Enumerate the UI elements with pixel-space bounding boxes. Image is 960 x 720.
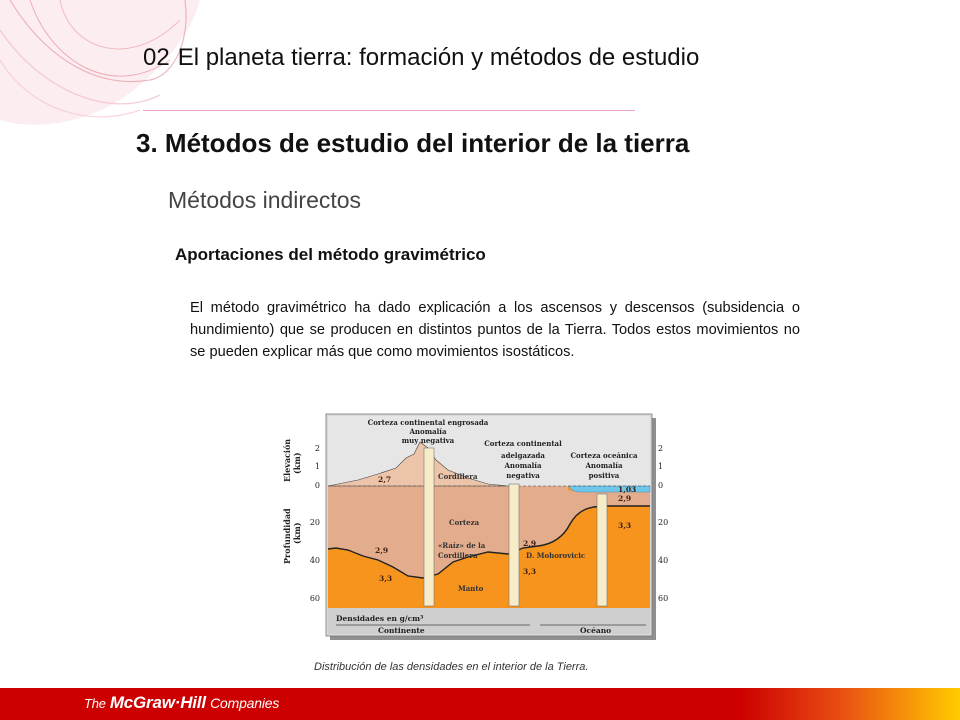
tick-right-1: 1 — [658, 462, 664, 471]
density-label-33-right: 3,3 — [618, 521, 632, 530]
density-diagram — [278, 412, 670, 644]
tick-left-0: 0 — [314, 481, 320, 490]
density-label-29-right: 2,9 — [618, 494, 632, 503]
tick-left-1: 1 — [314, 462, 320, 471]
zone2-anomaly-line2: negativa — [506, 471, 540, 480]
footer-gradient — [740, 688, 960, 720]
elevation-axis-label: Elevación — [282, 438, 292, 482]
densities-legend: Densidades en g/cm³ — [336, 614, 424, 623]
column-continental — [509, 484, 519, 606]
zone3-title: Corteza oceánica — [570, 451, 638, 460]
publisher-logo — [84, 693, 279, 713]
sea-layer — [568, 486, 650, 492]
column-oceanic — [597, 494, 607, 606]
depth-axis-label: Profundidad — [282, 508, 292, 564]
density-label-33-left: 3,3 — [379, 574, 393, 583]
chapter-title: El planeta tierra: formación y métodos de estudio — [177, 44, 700, 71]
logo-companies: Companies — [210, 695, 280, 711]
column-mountain — [424, 448, 434, 606]
raiz-label-line2: Cordillera — [438, 551, 478, 560]
elevation-axis-unit: (km) — [292, 452, 302, 474]
zone2-title-line2: adelgazada — [501, 451, 545, 460]
continent-label: Continente — [378, 626, 425, 635]
section-title: 3. Métodos de estudio del interior de la tierra — [136, 128, 690, 158]
tick-right-2: 2 — [658, 444, 664, 453]
corteza-label: Corteza — [449, 518, 480, 527]
zone1-anomaly-line2: muy negativa — [401, 436, 455, 445]
density-label-29-left: 2,9 — [375, 546, 389, 555]
tick-left-2: 2 — [314, 444, 320, 453]
zone1-anomaly-line1: Anomalía — [409, 427, 447, 436]
logo-brand: McGraw·Hill — [109, 693, 206, 712]
tick-left-40: 40 — [309, 556, 320, 565]
zone1-title: Corteza continental engrosada — [367, 418, 489, 427]
tick-right-60: 60 — [658, 594, 669, 603]
depth-axis-unit: (km) — [292, 522, 302, 544]
tick-right-0: 0 — [658, 481, 664, 490]
tick-left-20: 20 — [309, 518, 320, 527]
right-axis-ticks — [658, 444, 668, 603]
raiz-label-line1: «Raíz» de la — [438, 541, 486, 550]
zone2-title-line1: Corteza continental — [484, 439, 562, 448]
zone3-anomaly-line1: Anomalía — [585, 461, 623, 470]
subsection-title: Métodos indirectos — [168, 187, 362, 213]
ocean-label: Océano — [580, 626, 612, 635]
figure-caption: Distribución de las densidades en el interior de la Tierra. — [314, 661, 589, 673]
logo-the: The — [84, 696, 106, 711]
oceanic-crust — [578, 492, 650, 506]
density-label-27: 2,7 — [378, 475, 392, 484]
tick-left-60: 60 — [309, 594, 320, 603]
footer-bar — [0, 688, 960, 720]
zone2-anomaly-line1: Anomalía — [504, 461, 542, 470]
chapter-number: 02 — [143, 44, 170, 71]
body-paragraph: El método gravimétrico ha dado explicación a los ascensos y descensos (subsidencia o hundimiento) que se producen en distintos puntos de la Tierra. Todos estos movimientos no se pueden explicar más que como movimientos isostáticos. — [190, 300, 800, 360]
topic-title: Aportaciones del método gravimétrico — [175, 245, 486, 264]
cordillera-label: Cordillera — [438, 472, 478, 481]
density-label-103: 1,03 — [618, 485, 637, 494]
chapter-heading — [143, 44, 707, 72]
tick-right-40: 40 — [658, 556, 669, 565]
density-label-33-mid: 3,3 — [523, 567, 537, 576]
moho-label: D. Mohorovicic — [526, 551, 586, 560]
manto-label: Manto — [458, 584, 484, 593]
tick-right-20: 20 — [658, 518, 669, 527]
header-divider — [143, 110, 635, 111]
zone3-anomaly-line2: positiva — [588, 471, 620, 480]
left-axis-ticks — [310, 444, 320, 603]
density-label-29-mid: 2,9 — [523, 539, 537, 548]
